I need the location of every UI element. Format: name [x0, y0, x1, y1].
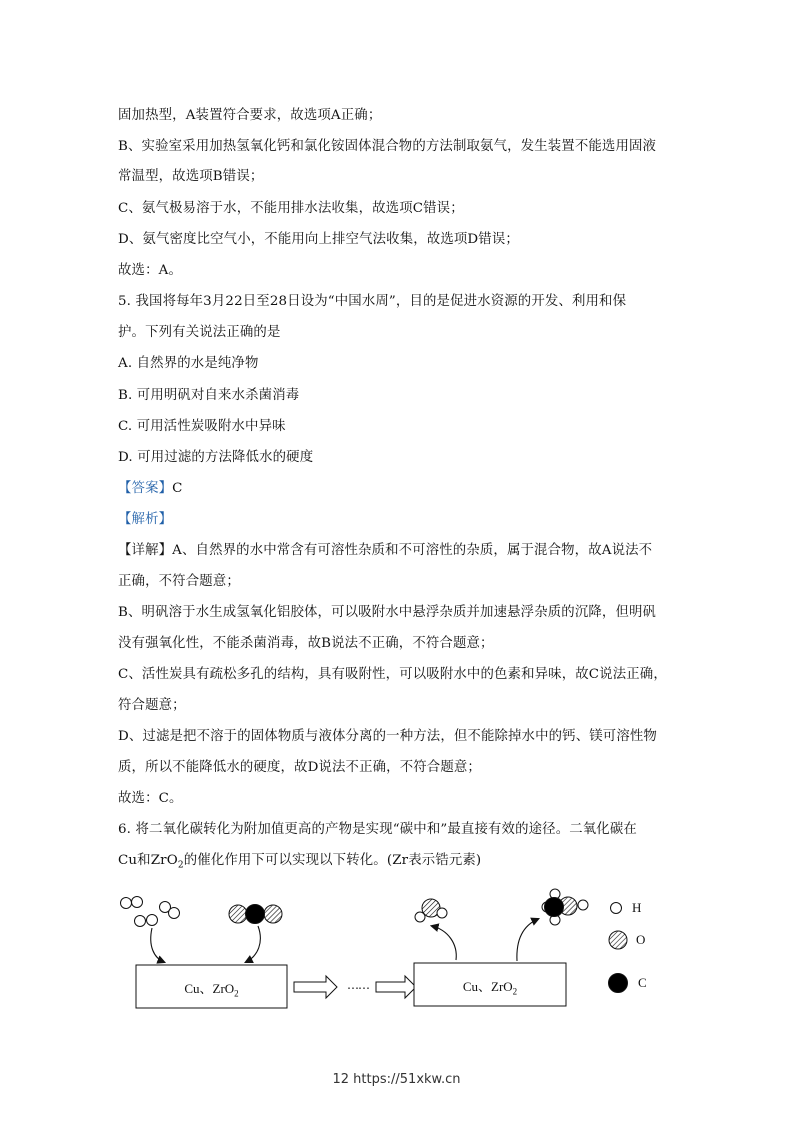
question-6-stem	[118, 852, 481, 875]
catalyst-label-left	[136, 978, 287, 999]
text-line: D、氨气密度比空气小，不能用向上排空气法收集，故选项D错误；	[118, 232, 519, 247]
detail-text: A、自然界的水中常含有可溶性杂质和不可溶性的杂质，属于混合物，故A说法不	[172, 543, 653, 558]
legend-c-symbol	[609, 974, 628, 993]
catalyst-label-text: Cu、ZrO	[184, 981, 235, 996]
detail-text: 正确，不符合题意；	[118, 574, 240, 589]
answer-value: C	[172, 481, 183, 496]
q6-subscript: 2	[177, 860, 184, 871]
question-5-stem: 护。下列有关说法正确的是	[118, 325, 281, 340]
catalyst-label-right	[414, 976, 566, 997]
arrow-catalyst-to-h2o	[432, 926, 456, 960]
text-line: 常温型，故选项B错误；	[118, 169, 264, 184]
q6-text: 的催化作用下可以实现以下转化。(Zr表示锆元素)	[183, 853, 482, 868]
text-line: 故选：A。	[118, 263, 182, 278]
question-5-stem: 5. 我国将每年3月22日至28日设为“中国水周”，目的是促进水资源的开发、利用和保	[118, 294, 627, 309]
text-line: C、氨气极易溶于水，不能用排水法收集，故选项C错误；	[118, 201, 464, 216]
h2o-molecule-product	[415, 899, 447, 922]
text-line: B、实验室采用加热氢氧化钙和氯化铵固体混合物的方法制取氨气，发生装置不能选用固液	[118, 139, 657, 154]
legend-o-label: O	[636, 932, 646, 947]
co2-molecule-reactant	[229, 905, 282, 924]
option-c: C. 可用活性炭吸附水中异味	[118, 419, 286, 434]
process-ellipsis: ……	[347, 978, 369, 992]
detail-text: B、明矾溶于水生成氢氧化铝胶体，可以吸附水中悬浮杂质并加速悬浮杂质的沉降，但明矾	[118, 605, 657, 620]
q6-text: Cu和ZrO	[118, 853, 178, 868]
detail-text: C、活性炭具有疏松多孔的结构，具有吸附性，可以吸附水中的色素和异味，故C说法正确，	[118, 667, 667, 682]
detail-text: D、过滤是把不溶于的固体物质与液体分离的一种方法，但不能除掉水中的钙、镁可溶性物	[118, 729, 657, 744]
option-a: A. 自然界的水是纯净物	[118, 356, 259, 371]
detail-text: 质，所以不能降低水的硬度，故D说法不正确，不符合题意；	[118, 760, 481, 775]
detail-line	[118, 542, 652, 560]
catalyst-label-text: Cu、ZrO	[462, 979, 513, 994]
detail-tag: 【详解】	[118, 543, 173, 558]
analysis-tag: 【解析】	[118, 512, 173, 527]
process-arrow-2	[376, 976, 416, 998]
legend-h-symbol	[611, 903, 622, 914]
question-6-stem: 6. 将二氧化碳转化为附加值更高的产物是实现“碳中和”最直接有效的途径。二氧化碳在	[118, 822, 637, 837]
text-line: 固加热型，A装置符合要求，故选项A正确；	[118, 108, 382, 123]
answer-tag: 【答案】	[118, 481, 173, 496]
detail-text: 故选：C。	[118, 791, 183, 806]
legend-o-symbol	[609, 931, 627, 949]
option-d: D. 可用过滤的方法降低水的硬度	[118, 450, 314, 465]
page-footer: 12 https://51xkw.cn	[332, 1072, 461, 1087]
arrow-h2-to-catalyst	[151, 928, 164, 962]
detail-text: 符合题意；	[118, 698, 186, 713]
answer-line	[118, 480, 183, 498]
legend-h-label: H	[632, 900, 642, 915]
legend-c-label: C	[638, 975, 647, 990]
detail-text: 没有强氧化性，不能杀菌消毒，故B说法不正确，不符合题意；	[118, 636, 494, 651]
option-b: B. 可用明矾对自来水杀菌消毒	[118, 388, 300, 403]
reaction-diagram	[118, 886, 678, 1016]
arrow-catalyst-to-methanol	[517, 919, 538, 961]
arrow-co2-to-catalyst	[246, 926, 260, 962]
catalyst-label-subscript: 2	[512, 986, 518, 997]
methanol-molecule-product	[542, 889, 588, 925]
process-arrow-1	[294, 976, 337, 998]
hydrogen-molecules-reactant	[121, 897, 180, 927]
catalyst-label-subscript: 2	[234, 988, 239, 999]
